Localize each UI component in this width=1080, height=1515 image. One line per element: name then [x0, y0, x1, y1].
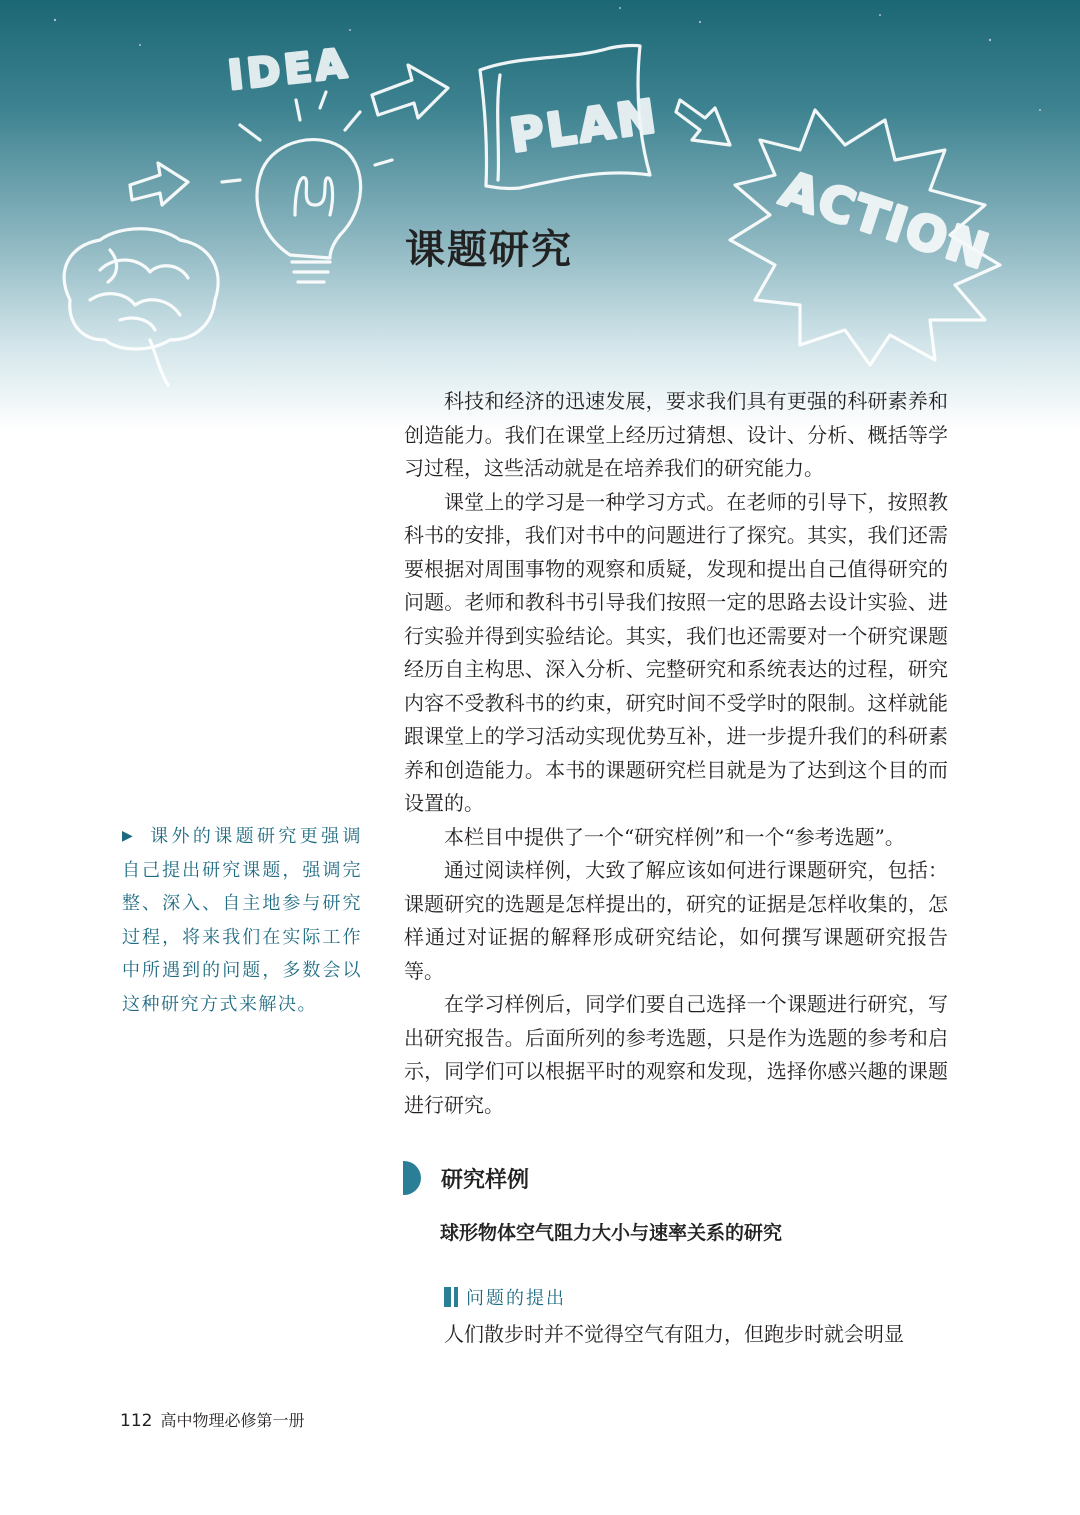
- half-circle-icon: [403, 1161, 421, 1195]
- arrow-icon: [676, 100, 730, 145]
- minor-heading-text: 问题的提出: [466, 1288, 566, 1309]
- section-first-line: 人们散步时并不觉得空气有阻力，但跑步时就会明显: [444, 1322, 904, 1346]
- margin-note-text: 课外的课题研究更强调自己提出研究课题，强调完整、深入、自主地参与研究过程，将来我们在实际工作中所遇到的问题，多数会以这种研究方式来解决。: [122, 826, 362, 1015]
- page-footer: [120, 1408, 304, 1431]
- plan-flag-icon: [480, 46, 662, 189]
- chalk-illustration: [0, 0, 1080, 430]
- arrow-icon: [130, 163, 188, 205]
- svg-text:IDEA: IDEA: [226, 40, 353, 100]
- svg-text:ACTION: ACTION: [773, 160, 997, 281]
- body-text: [404, 385, 948, 1122]
- paragraph: 本栏目中提供了一个“研究样例”和一个“参考选题”。: [444, 824, 905, 849]
- header-banner: [0, 0, 1080, 430]
- heading-bar-icon: [444, 1287, 451, 1307]
- margin-note: [122, 820, 362, 1021]
- lightbulb-icon: [222, 41, 392, 282]
- section-heading: [403, 1160, 529, 1196]
- paragraph: 科技和经济的迅速发展，要求我们具有更强的科研素养和创造能力。我们在课堂上经历过猜想、设计、分析、概括等学习过程，这些活动就是在培养我们的研究能力。: [404, 389, 948, 480]
- page-title: 课题研究: [405, 227, 573, 273]
- action-burst-icon: [730, 110, 1000, 365]
- svg-text:PLAN: PLAN: [506, 88, 662, 163]
- triangle-bullet-icon: ▶: [122, 828, 135, 844]
- paragraph: 课堂上的学习是一种学习方式。在老师的引导下，按照教科书的安排，我们对书中的问题进行了探究。其实，我们还需要根据对周围事物的观察和质疑，发现和提出自己值得研究的问题。老师和教科书引导我们按照一定的思路去设计实验、进行实验并得到实验结论。其实，我们也还需要对一个研究课题经历自主构思、深入分析、完整研究和系统表达的过程，研究内容不受教科书的约束，研究时间不受学时的限制。这样就能跟课堂上的学习活动实现优势互补，进一步提升我们的科研素养和创造能力。本书的课题研究栏目就是为了达到这个目的而设置的。: [404, 489, 948, 815]
- page-number: 112: [120, 1411, 153, 1431]
- paragraph: 在学习样例后，同学们要自己选择一个课题进行研究，写出研究报告。后面所列的参考选题，只是作为选题的参考和启示，同学们可以根据平时的观察和发现，选择你感兴趣的课题进行研究。: [404, 992, 948, 1117]
- example-title: 球形物体空气阻力大小与速率关系的研究: [440, 1222, 783, 1244]
- brain-icon: [64, 229, 218, 385]
- arrow-icon: [372, 65, 448, 118]
- minor-heading: [444, 1284, 566, 1310]
- book-title: 高中物理必修第一册: [160, 1411, 305, 1430]
- section-title: 研究样例: [441, 1167, 530, 1193]
- paragraph: 通过阅读样例，大致了解应该如何进行课题研究，包括：课题研究的选题是怎样提出的，研究的证据是怎样收集的，怎样通过对证据的解释形成研究结论，如何撰写课题研究报告等。: [404, 858, 948, 983]
- heading-bar-icon: [454, 1287, 458, 1307]
